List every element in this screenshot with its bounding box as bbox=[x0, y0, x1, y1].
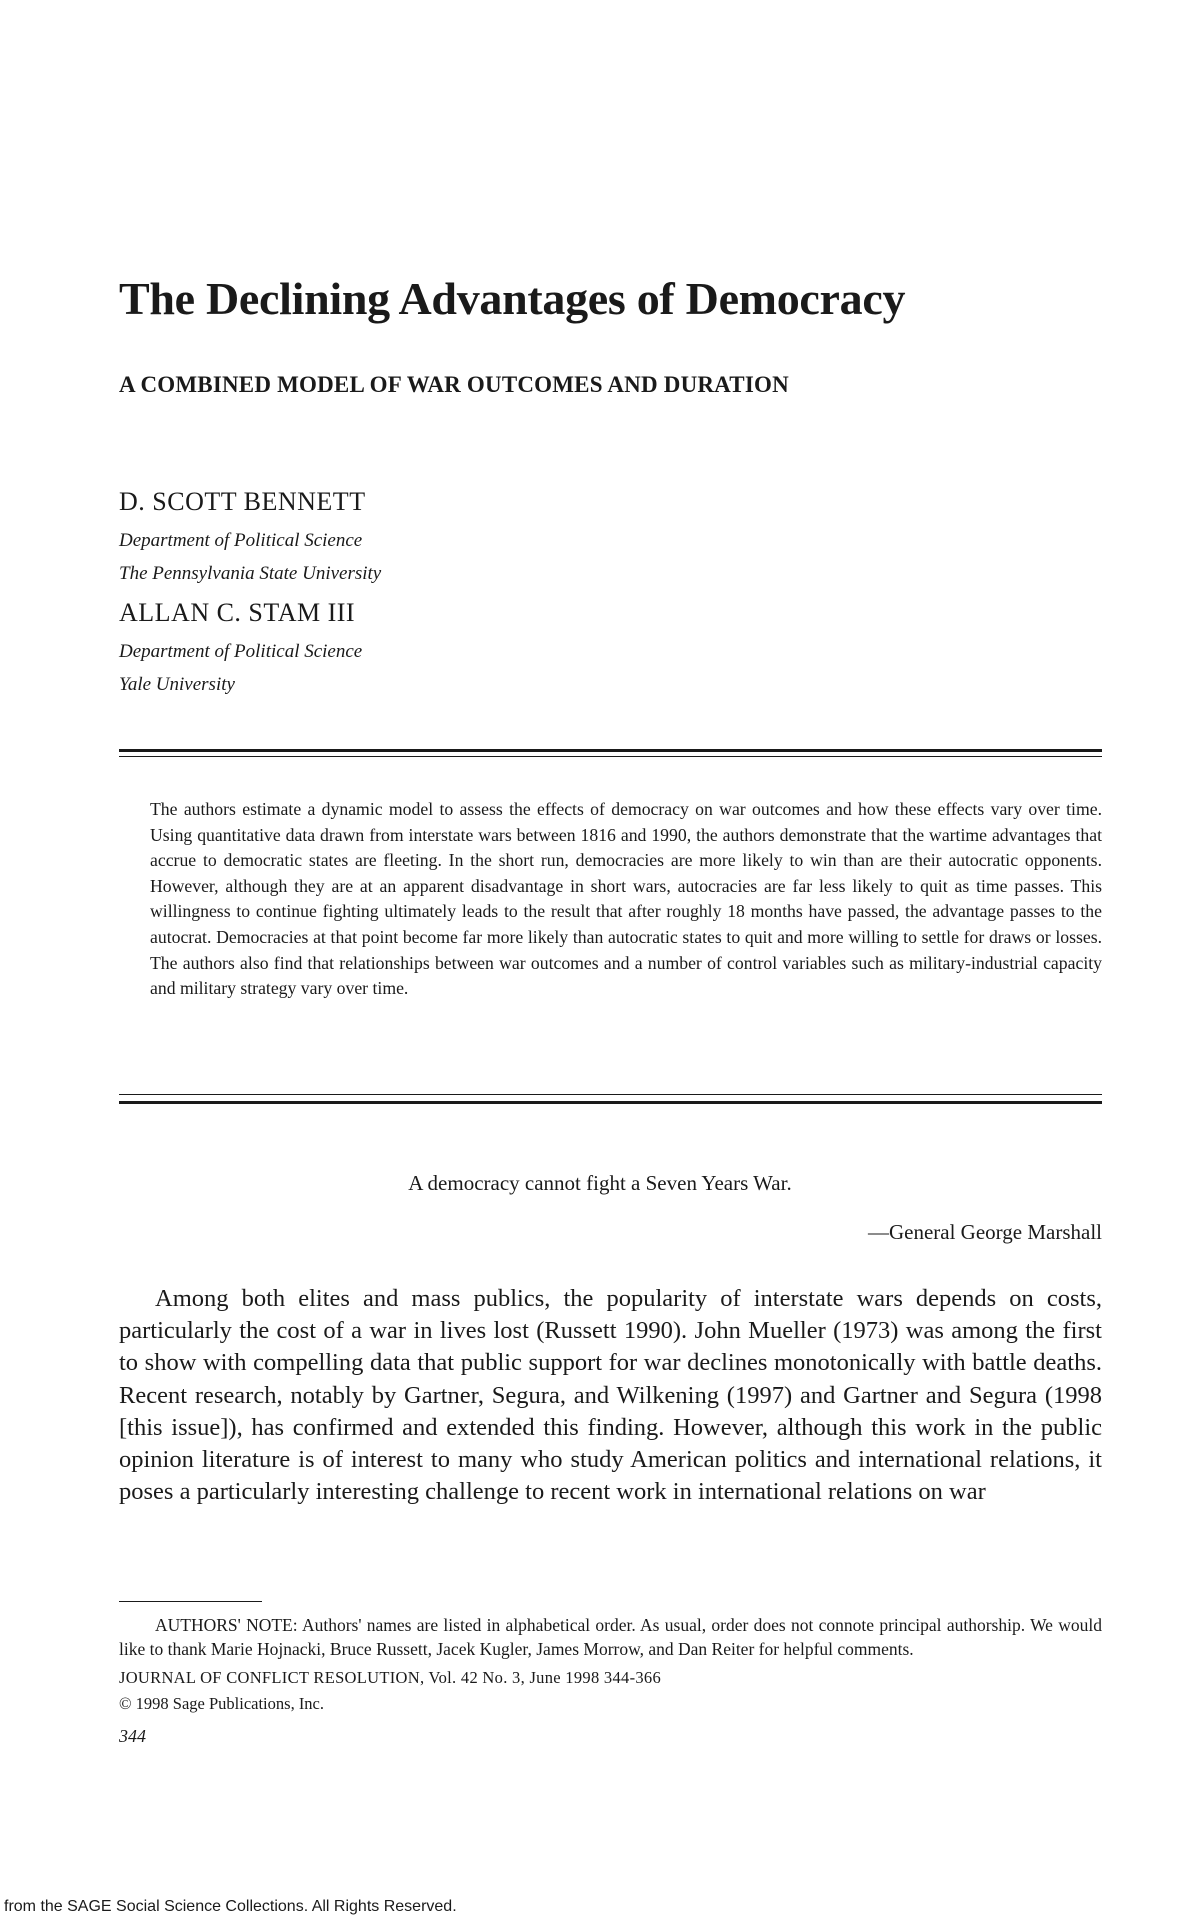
epigraph-quote: A democracy cannot fight a Seven Years War. bbox=[408, 1171, 792, 1195]
body-paragraph: Among both elites and mass publics, the popularity of interstate wars depends on costs, particularly the cost of a war in lives lost (Russett 1990). John Mueller (1973) was among the first to show with compelling data that public support for war declines monotonically with battle deaths. Recent research, notably by Gartner, Segura, and Wilkening (1997) and Gartner and Segura (1998 [this issue]), has confirmed and extended this finding. However, although this work in the public opinion literature is of interest to many who study American politics and international relations, it poses a particularly interesting challenge to recent work in international relations on war bbox=[119, 1285, 1102, 1506]
abstract-top-rule-inner bbox=[119, 756, 1102, 757]
epigraph-attribution: —General George Marshall bbox=[867, 1220, 1102, 1244]
article-title: The Declining Advantages of Democracy bbox=[119, 273, 906, 324]
source-footer: from the SAGE Social Science Collections. All Rights Reserved. bbox=[4, 1898, 457, 1915]
abstract-text: The authors estimate a dynamic model to assess the effects of democracy on war outcomes and how these effects vary over time. Using quantitative data drawn from interstate wars between 1816 and 1990, the authors demonstrate that the wartime advantages that accrue to democratic states are fleeting. In the short run, democracies are more likely to win than are their autocratic opponents. However, although they are at an apparent disadvantage in short wars, autocracies are far less likely to quit as time passes. This willingness to continue fighting ultimately leads to the result that after roughly 18 months have passed, the advantage passes to the autocrat. Democracies at that point become far more likely than autocratic states to quit and more willing to settle for draws or losses. The authors also find that relationships between war outcomes and a number of control variables such as military-industrial capacity and military strategy vary over time. bbox=[150, 799, 1102, 999]
author-institution-1: The Pennsylvania State University bbox=[119, 563, 382, 584]
author-name-2: ALLAN C. STAM III bbox=[119, 598, 356, 627]
author-department-2: Department of Political Science bbox=[119, 641, 363, 662]
page-number: 344 bbox=[119, 1726, 146, 1746]
abstract-top-rule bbox=[119, 749, 1102, 752]
author-institution-2: Yale University bbox=[119, 674, 235, 695]
abstract-bottom-rule bbox=[119, 1101, 1102, 1104]
authors-note: AUTHORS' NOTE: Authors' names are listed in alphabetical order. As usual, order does not connote principal authorship. We would like to thank Marie Hojnacki, Bruce Russett, Jacek Kugler, James Morrow, and Dan Reiter for helpful comments. bbox=[119, 1615, 1102, 1659]
journal-citation: JOURNAL OF CONFLICT RESOLUTION, Vol. 42 No. 3, June 1998 344-366 bbox=[119, 1668, 662, 1687]
author-department-1: Department of Political Science bbox=[119, 530, 363, 551]
article-subtitle: A COMBINED MODEL OF WAR OUTCOMES AND DURATION bbox=[119, 372, 789, 397]
copyright-notice: © 1998 Sage Publications, Inc. bbox=[119, 1694, 325, 1713]
author-name-1: D. SCOTT BENNETT bbox=[119, 487, 366, 516]
footnote-rule bbox=[119, 1601, 262, 1602]
abstract-bottom-rule-inner bbox=[119, 1094, 1102, 1095]
